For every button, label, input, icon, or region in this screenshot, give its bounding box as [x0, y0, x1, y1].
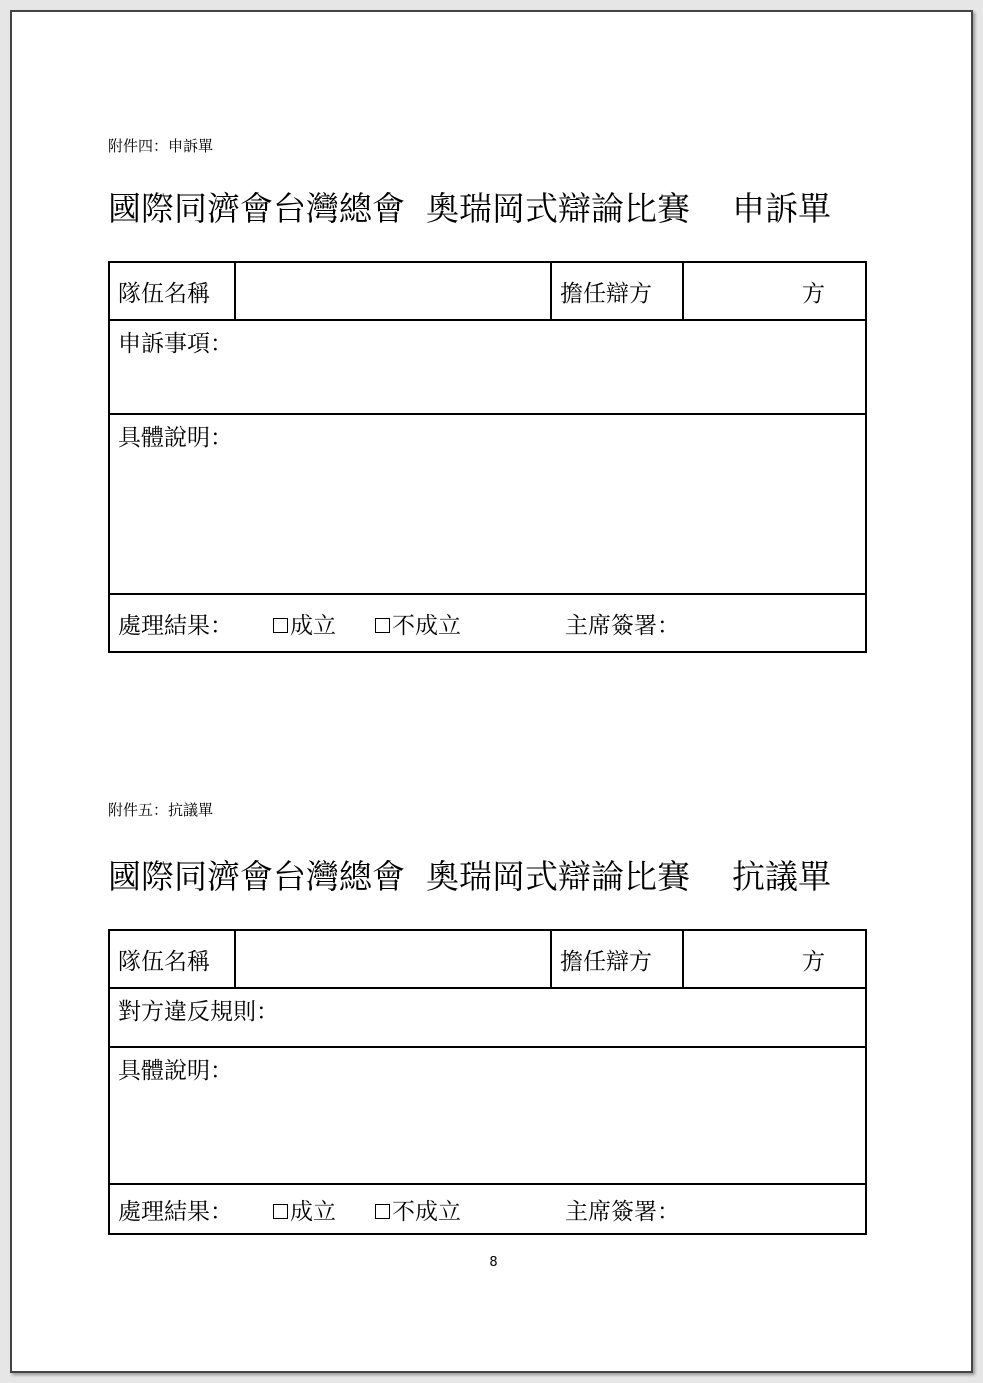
complaint-matter-row: [109, 320, 866, 414]
result-row: [109, 594, 866, 652]
details-label: 具體說明：: [118, 425, 233, 451]
team-name-label: 隊伍名稱: [109, 262, 235, 320]
side-suffix: 方: [802, 948, 825, 975]
side-suffix: 方: [802, 280, 825, 307]
result-label: 處理結果：: [118, 612, 233, 639]
result-row: [109, 1184, 866, 1234]
option-established[interactable]: [273, 607, 375, 640]
checkbox-established[interactable]: [273, 618, 288, 633]
result-label: 處理結果：: [118, 1198, 233, 1225]
details-field[interactable]: [109, 414, 866, 594]
complaint-matter-label: 申訴事項：: [118, 331, 233, 357]
side-field[interactable]: [683, 262, 866, 320]
result-cell: [109, 1184, 866, 1234]
page-number: 8: [489, 1255, 498, 1270]
violation-field[interactable]: [109, 988, 866, 1047]
option-established-label: 成立: [290, 612, 336, 639]
details-row: [109, 1047, 866, 1184]
option-not-established[interactable]: [375, 607, 565, 640]
team-name-field[interactable]: [235, 262, 551, 320]
option-established[interactable]: [273, 1193, 375, 1226]
team-row: [109, 930, 866, 988]
result-cell: [109, 594, 866, 652]
checkbox-not-established[interactable]: [375, 1204, 390, 1219]
protest-form-table: [108, 929, 867, 1235]
chair-signature-label: 主席簽署：: [565, 612, 680, 639]
option-not-established[interactable]: [375, 1193, 565, 1226]
details-row: [109, 414, 866, 594]
annex-label-protest: 附件五：抗議單: [108, 801, 214, 819]
details-field[interactable]: [109, 1047, 866, 1184]
side-field[interactable]: [683, 930, 866, 988]
annex-label-complaint: 附件四：申訴單: [108, 137, 214, 155]
checkbox-not-established[interactable]: [375, 618, 390, 633]
violation-row: [109, 988, 866, 1047]
team-name-field[interactable]: [235, 930, 551, 988]
complaint-matter-field[interactable]: [109, 320, 866, 414]
chair-signature-label: 主席簽署：: [565, 1198, 680, 1225]
checkbox-established[interactable]: [273, 1204, 288, 1219]
option-not-established-label: 不成立: [392, 612, 461, 639]
side-label: 擔任辯方: [551, 930, 683, 988]
details-label: 具體說明：: [118, 1058, 233, 1084]
complaint-form-table: [108, 261, 867, 653]
violation-label: 對方違反規則：: [118, 999, 279, 1025]
complaint-form-title: 國際同濟會台灣總會 奧瑞岡式辯論比賽 申訴單: [108, 189, 831, 228]
option-established-label: 成立: [290, 1198, 336, 1225]
document-page: [10, 10, 973, 1373]
team-row: [109, 262, 866, 320]
protest-form-title: 國際同濟會台灣總會 奧瑞岡式辯論比賽 抗議單: [108, 857, 831, 896]
team-name-label: 隊伍名稱: [109, 930, 235, 988]
option-not-established-label: 不成立: [392, 1198, 461, 1225]
side-label: 擔任辯方: [551, 262, 683, 320]
